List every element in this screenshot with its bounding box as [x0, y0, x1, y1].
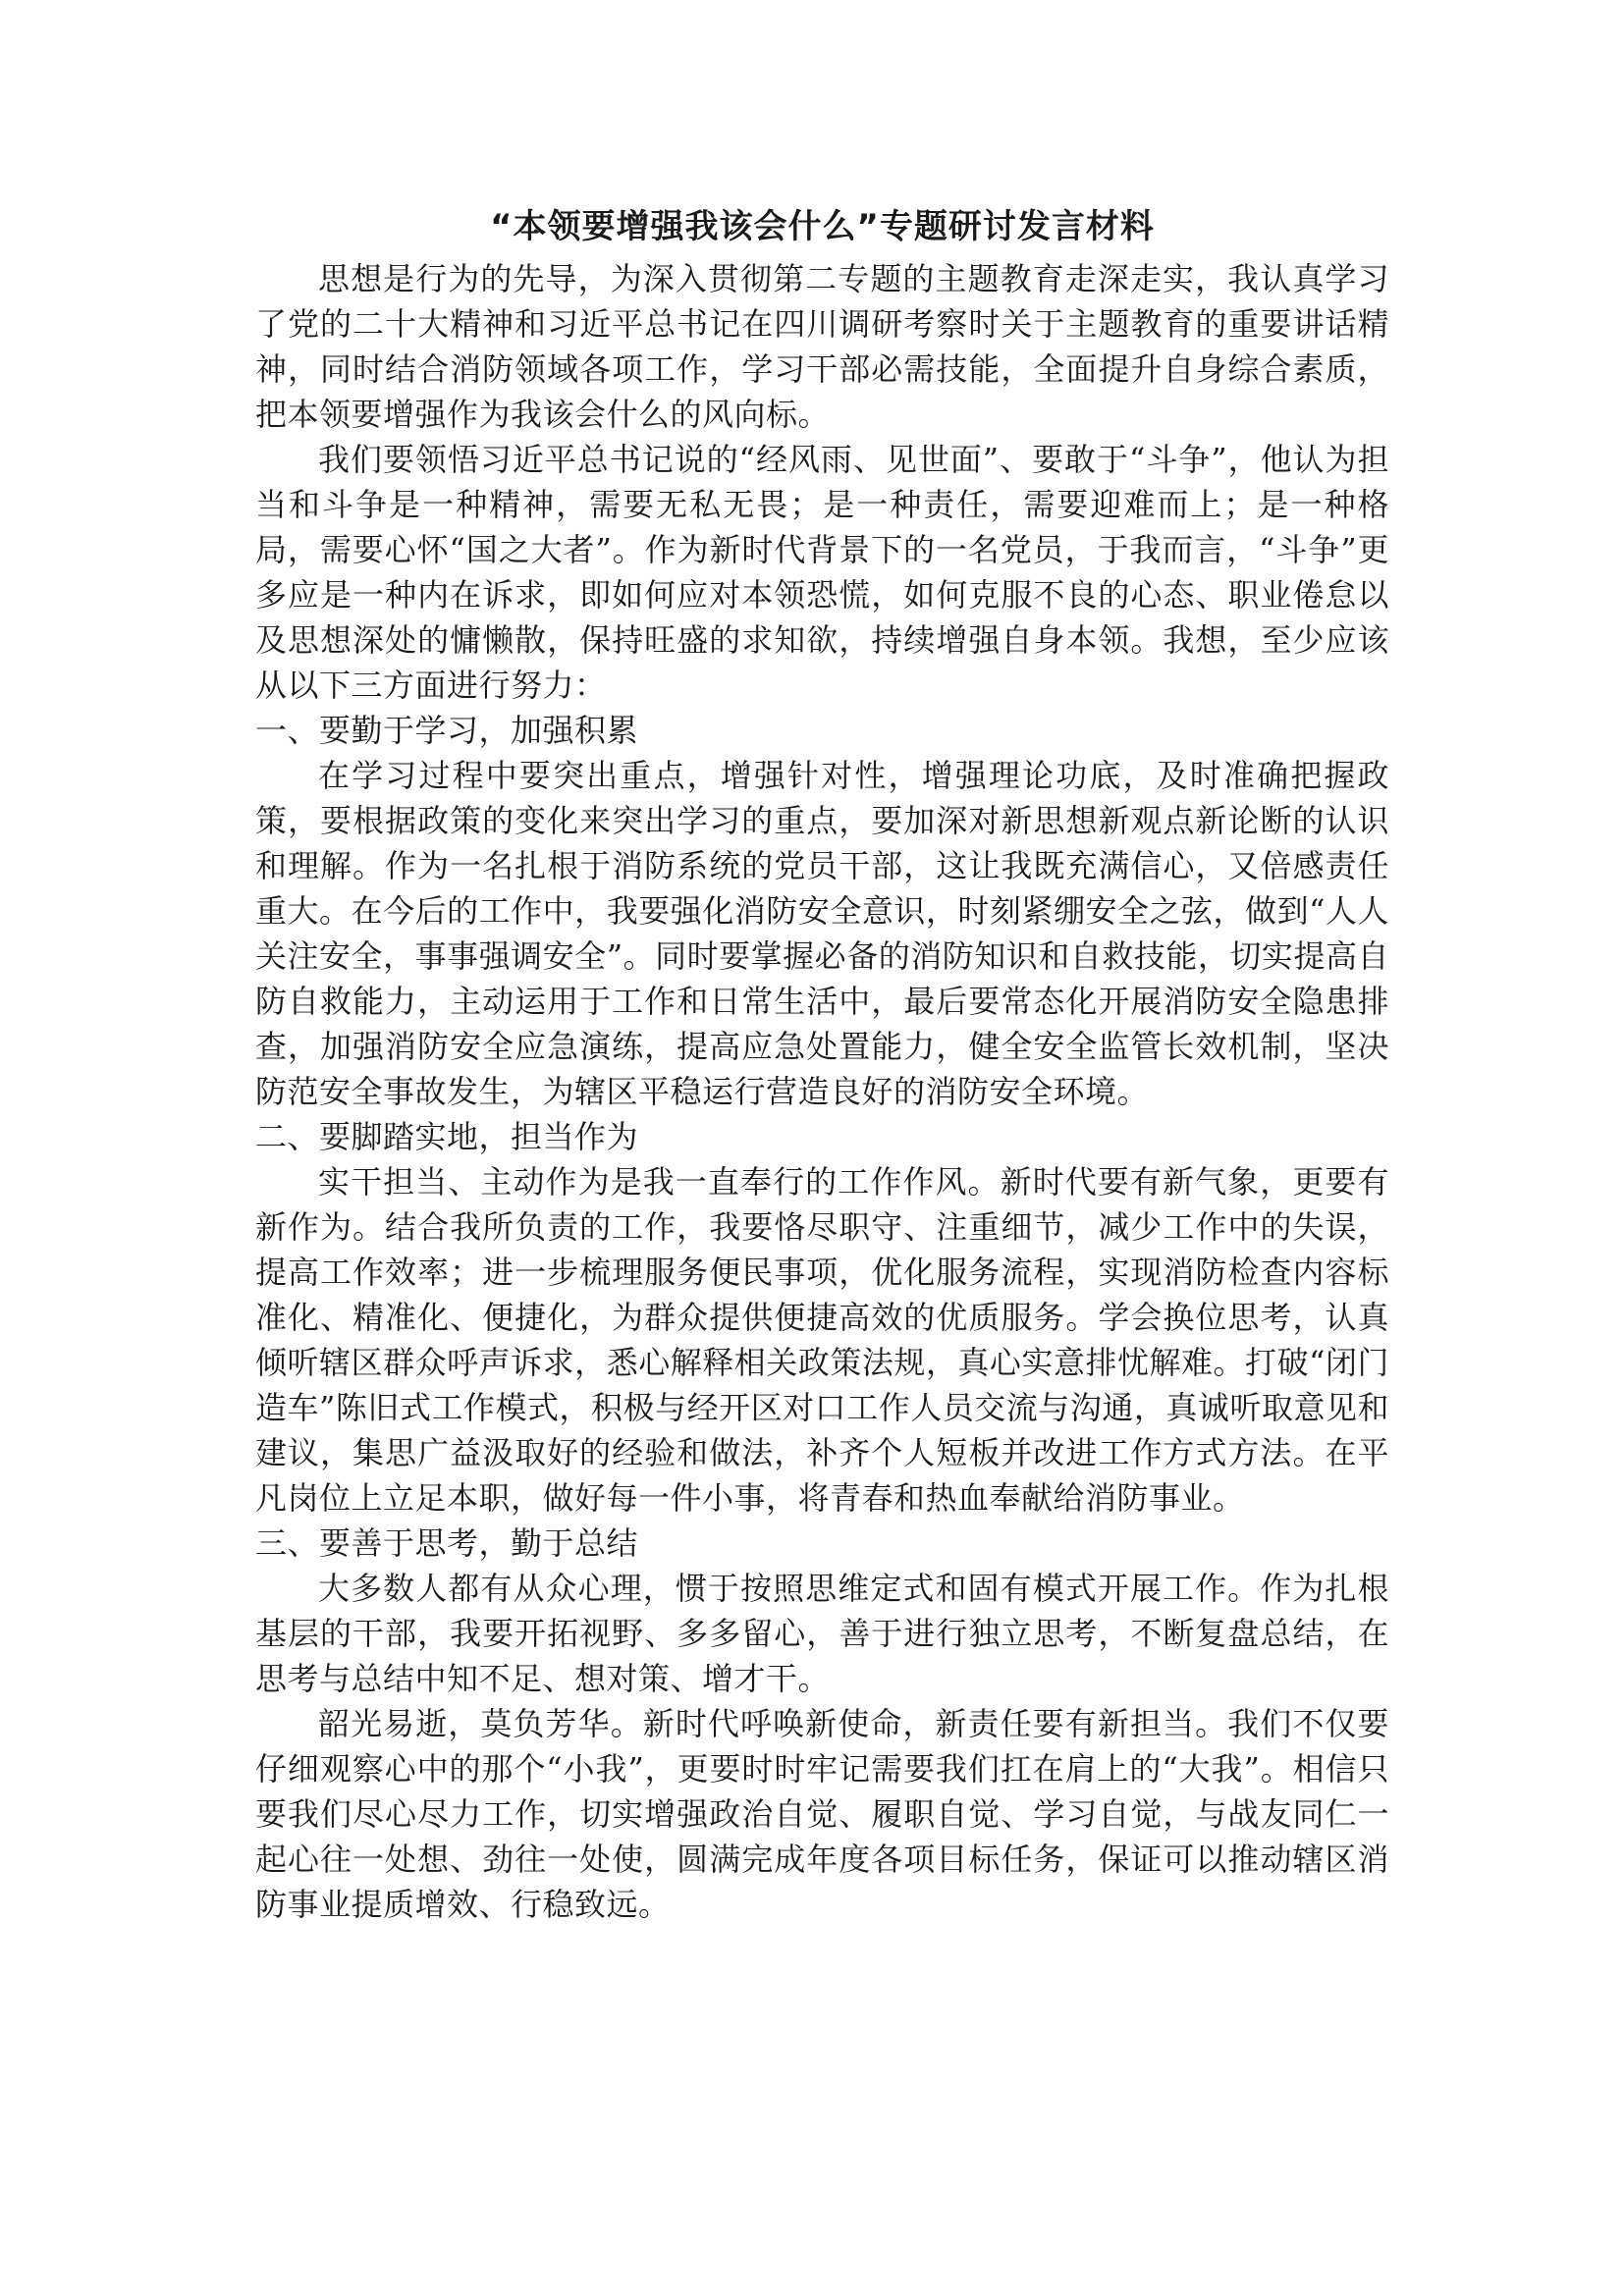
- document-title: “本领要增强我该会什么”专题研讨发言材料: [490, 207, 1155, 246]
- section-heading: 一、要勤于学习，加强积累: [255, 712, 639, 749]
- intro-paragraph: 我们要领悟习近平总书记说的“经风雨、见世面”、要敢于“斗争”，他认为担当和斗争是一种精神，需要无私无畏；是一种责任，需要迎难而上；是一种格局，需要心怀“国之大者”。作为新时代背景下的一名党员，于我而言，“斗争”更多应是一种内在诉求，即如何应对本领恐慌，如何克服不良的心态、职业倦怠以及思想深处的慵懒散，保持旺盛的求知欲，持续增强自身本领。我想，至少应该从以下三方面进行努力：: [255, 441, 1389, 704]
- section-1: [255, 708, 1389, 1114]
- section-2: [255, 1114, 1389, 1521]
- section-paragraph: 在学习过程中要突出重点，增强针对性，增强理论功底，及时准确把握政策，要根据政策的变化来突出学习的重点，要加深对新思想新观点新论断的认识和理解。作为一名扎根于消防系统的党员干部，这让我既充满信心，又倍感责任重大。在今后的工作中，我要强化消防安全意识，时刻紧绷安全之弦，做到“人人关注安全，事事强调安全”。同时要掌握必备的消防知识和自救技能，切实提高自防自救能力，主动运用于工作和日常生活中，最后要常态化开展消防安全隐患排查，加强消防安全应急演练，提高应急处置能力，健全安全监管长效机制，坚决防范安全事故发生，为辖区平稳运行营造良好的消防安全环境。: [255, 757, 1389, 1110]
- document-body: [255, 203, 1389, 1927]
- section-paragraph: 实干担当、主动作为是我一直奉行的工作作风。新时代要有新气象，更要有新作为。结合我所负责的工作，我要恪尽职守、注重细节，减少工作中的失误，提高工作效率；进一步梳理服务便民事项，优化服务流程，实现消防检查内容标准化、精准化、便捷化，为群众提供便捷高效的优质服务。学会换位思考，认真倾听辖区群众呼声诉求，悉心解释相关政策法规，真心实意排忧解难。打破“闭门造车”陈旧式工作模式，积极与经开区对口工作人员交流与沟通，真诚听取意见和建议，集思广益汲取好的经验和做法，补齐个人短板并改进工作方式方法。在平凡岗位上立足本职，做好每一件小事，将青春和热血奉献给消防事业。: [255, 1163, 1389, 1517]
- intro-paragraph: 思想是行为的先导，为深入贯彻第二专题的主题教育走深走实，我认真学习了党的二十大精神和习近平总书记在四川调研考察时关于主题教育的重要讲话精神，同时结合消防领域各项工作，学习干部必需技能，全面提升自身综合素质，把本领要增强作为我该会什么的风向标。: [255, 260, 1389, 433]
- section-heading: 三、要善于思考，勤于总结: [255, 1524, 639, 1562]
- closing-paragraph: 韶光易逝，莫负芳华。新时代呼唤新使命，新责任要有新担当。我们不仅要仔细观察心中的那个“小我”，更要时时牢记需要我们扛在肩上的“大我”。相信只要我们尽心尽力工作，切实增强政治自觉、履职自觉、学习自觉，与战友同仁一起心往一处想、劲往一处使，圆满完成年度各项目标任务，保证可以推动辖区消防事业提质增效、行稳致远。: [255, 1705, 1389, 1923]
- section-3: [255, 1521, 1389, 1927]
- section-paragraph: 大多数人都有从众心理，惯于按照思维定式和固有模式开展工作。作为扎根基层的干部，我要开拓视野、多多留心，善于进行独立思考，不断复盘总结，在思考与总结中知不足、想对策、增才干。: [255, 1570, 1389, 1697]
- section-heading: 二、要脚踏实地，担当作为: [255, 1118, 639, 1155]
